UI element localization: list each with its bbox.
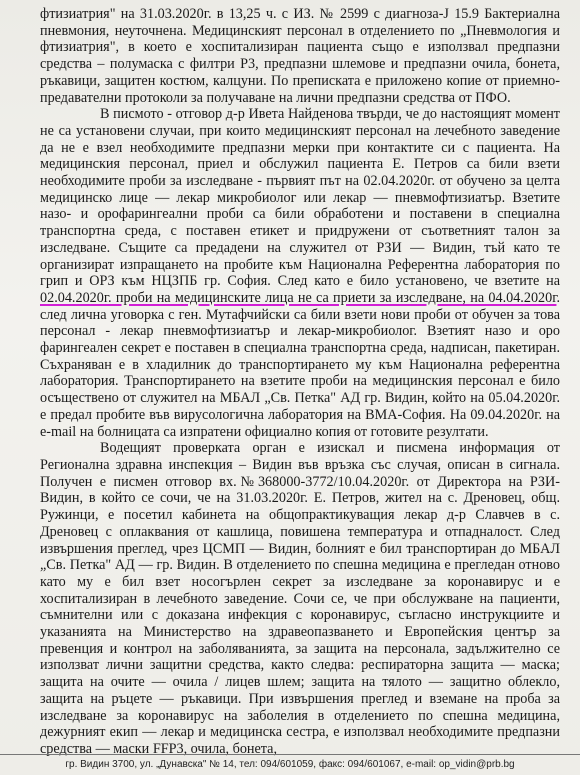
letter-body bbox=[40, 6, 560, 758]
paragraph-rzi-inquiry: Водещият проверката орган е изискал и писмена информация от Регионална здравна инспекция – Видин във връзка със случая, описан в сигнала. Получен е писмен отговор вх.№368000-3772/10.04.2020г. от Директора на РЗИ-Видин, в който се сочи, че на 31.03.2020г. Е. Петров, жител на с. Дреновец, общ. Ружинци, е посетил кабинета на общопрактикуващия лекар д-р Славчев в с. Дреновец с оплаквания от кашлица, повишена температура и отпадналост. След извършения преглед, чрез ЦСМП — Видин, болният е бил транспортиран до МБАЛ „Св. Петка" АД — гр. Видин. В отделението по спешна медицина е прегледан отново като му е бил взет носогърлен секрет за изследване за коронавирус и е хоспитализиран в лечебното заведение. Сочи се, че при обслужване на пациенти, съмнителни или с доказана инфекция с коронавирус, съгласно инструкциите и указанията на Министерство на здравеопазването и Европейския център за превенция и контрол на заболяванията, за защита на персонала, задължително се използват лични защитни средства, както следва: респираторна защита — маска; защита на очите — очила / лицев шлем; защита на тялото — защитно облекло, защита на ръцете — ръкавици. При извършения преглед и вземане на проба за изследване за коронавирус на заболелия в отделението по спешна медицина, дежурният екип — лекар и медицинска сестра, е използвал необходимите предпазни средства — маски FFP3, очила, бонета, bbox=[40, 440, 560, 757]
paragraph-ppe-protocols: фтизиатрия" на 31.03.2020г. в 13,25 ч. с ИЗ. № 2599 с диагноза-J 15.9 Бактериална пневмония, неуточнена. Медицинският персонал в отделението по „Пневмология и фтизиатрия", в което е хоспитализиран пациента също е използвал предпазни средства – полумаска с филтри Р3, предпазни шлемове и предпазни очила, бонета, ръкавици, защитен костюм, калцуни. По преписката е приложено копие от приемно-предавателни протоколи за получаване на лични предпазни средства от ПФО. bbox=[40, 6, 560, 106]
paragraph-naydenova-reply: В писмото - отговор д-р Ивета Найденова твърди, че до настоящият момент не са установени случаи, при които медицинският персонал на лечебното заведение да не е взел необходимите предпазни мерки при контактите си с пациента. На медицинския персонал, приел и обслужил пациента Е. Петров са били взети необходимите проби за изследване - първият път на 02.04.2020г. от обучено за целта медицинско лице — лекар микробиолог или лекар — пневмофтизиатър. Взетите назо- и орофарингеални проби са били обработени и поставени в специална транспортна среда, с поставен етикет и придружени от съответният талон за изследване. Същите са предадени на служител от РЗИ — Видин, тъй като те организират изпращането на пробите към Национална Референтна лаборатория по грип и ОРЗ към НЦЗПБ гр. София. След като е било установено, че взетите на 02.04.2020г. проби на медицинските лица не са приети за изследване, на 04.04.2020г. след лична уговорка с ген. Мутафчийски са били взети нови проби от обучен за това персонал - лекар пневмофтизиатър и лекар-микробиолог. Взетият назо и оро фарингеален секрет е поставен в специална транспортна среда, надписан, пакетиран. Съхраняван е в хладилник до транспортирането му към Национална референтна лаборатория. Транспортирането на взетите проби на медицинския персонал е било осъществено от служител на МБАЛ „Св. Петка" АД гр. Видин, който на 05.04.2020г. е предал пробите във вирусологична лаборатория на ВМА-София. На 09.04.2020г. на e-mail на болницата са изпратени официално копия от готовите резултати. bbox=[40, 106, 560, 440]
letterhead-footer: гр. Видин 3700, ул. „Дунавска" № 14, тел: 094/601059, факс: 094/601067, e-mail: op_vidin@prb.bg bbox=[0, 754, 580, 775]
highlighted-phrase: 02.04.2020г. проби на медицинските лица не са приети за изследване, на 04.04.2020г bbox=[40, 289, 557, 306]
